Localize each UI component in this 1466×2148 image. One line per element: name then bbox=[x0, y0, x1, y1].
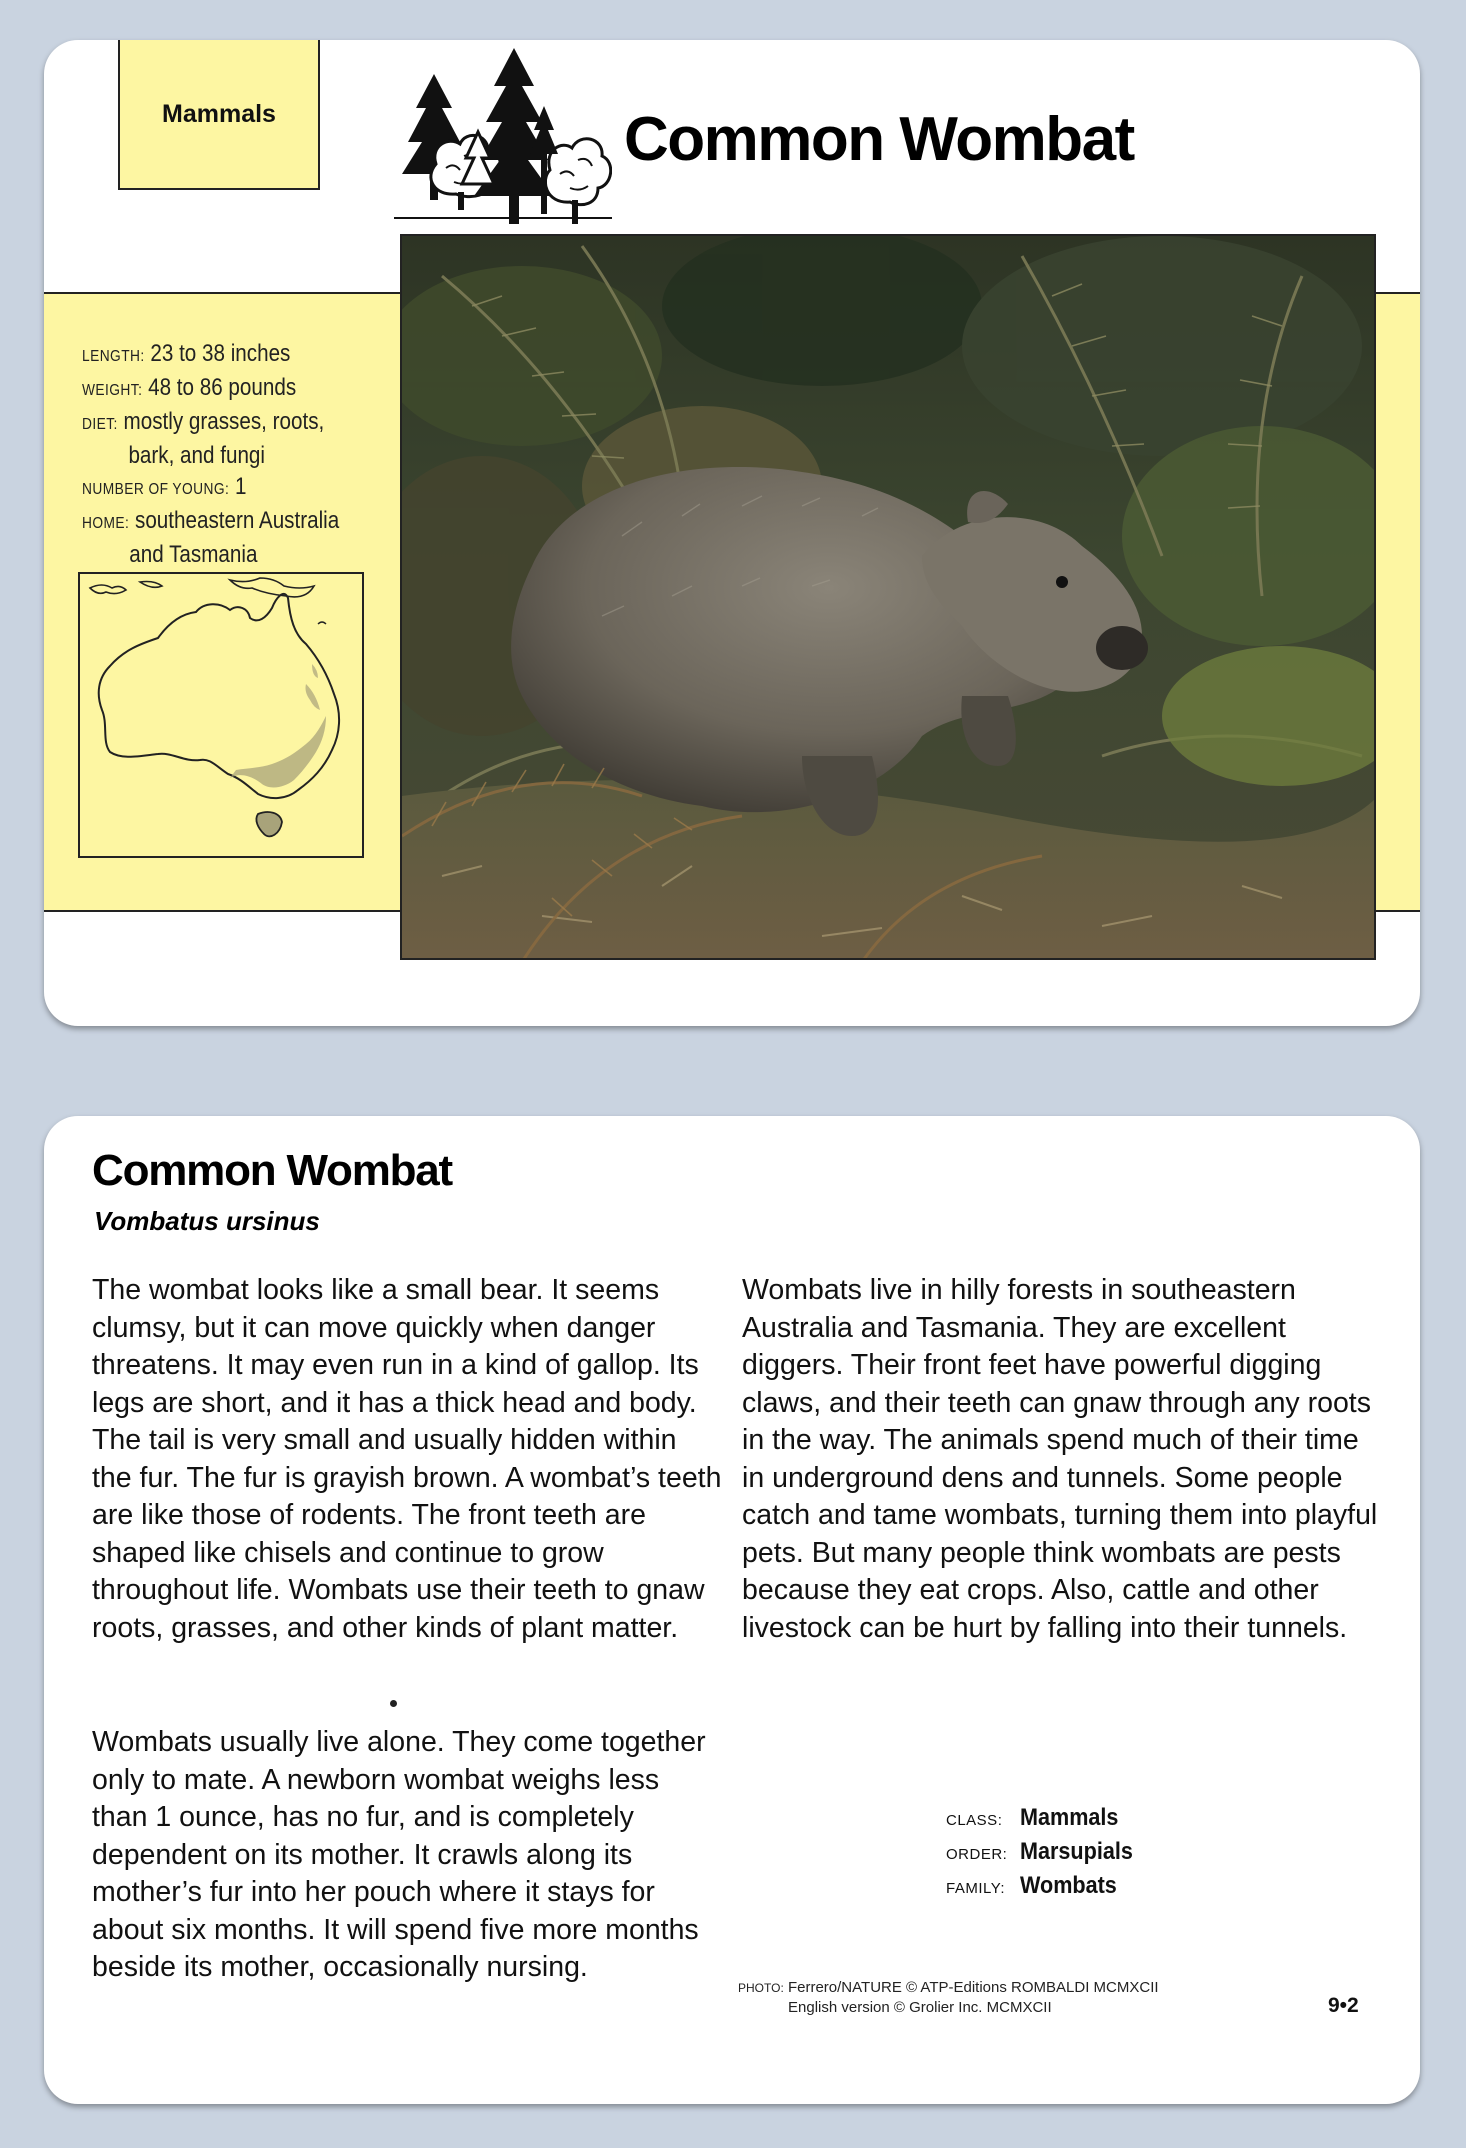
fact-young-value: 1 bbox=[235, 473, 247, 500]
wombat-photo bbox=[400, 234, 1376, 960]
taxonomy-class-label: CLASS: bbox=[946, 1812, 1003, 1829]
paragraph-habitat: Wombats live in hilly forests in southeastern Australia and Tasmania. They are excellent diggers. Their front feet have powerful digging claws, and their teeth can gnaw through any roots in the way. The animals spend much of their time in underground dens and tunnels. Some people catch and tame wombats, turning them into playful pets. But many people think wombats are pests because they eat crops. Also, cattle and other livestock can be hurt by falling into their tunnels. bbox=[742, 1274, 1378, 1644]
taxonomy-block bbox=[946, 1802, 1145, 1904]
card-back bbox=[44, 1116, 1420, 2104]
category-tab bbox=[118, 40, 320, 190]
taxonomy-family-value: Wombats bbox=[1020, 1872, 1117, 1899]
taxonomy-order bbox=[946, 1836, 1145, 1870]
fact-length bbox=[82, 338, 374, 372]
fact-diet-value-1: mostly grasses, roots, bbox=[123, 408, 325, 435]
fact-home-value-1: southeastern Australia bbox=[134, 507, 340, 534]
taxonomy-family bbox=[946, 1870, 1145, 1904]
fact-weight-label: WEIGHT: bbox=[82, 382, 143, 399]
fact-home bbox=[82, 505, 374, 539]
fact-home-cont: and Tasmania bbox=[129, 541, 258, 568]
forest-habitat-icon bbox=[394, 46, 612, 226]
credits-line-1 bbox=[738, 1978, 1159, 1998]
taxonomy-order-value: Marsupials bbox=[1020, 1838, 1133, 1865]
taxonomy-class-value: Mammals bbox=[1020, 1804, 1119, 1831]
fact-length-value: 23 to 38 inches bbox=[150, 340, 291, 367]
fact-weight bbox=[82, 372, 374, 406]
fact-list bbox=[82, 338, 374, 570]
paragraph-separator-dot bbox=[390, 1700, 397, 1707]
category-label: Mammals bbox=[162, 99, 276, 128]
fact-weight-value: 48 to 86 pounds bbox=[148, 374, 297, 401]
fact-length-label: LENGTH: bbox=[82, 348, 145, 365]
range-map bbox=[78, 572, 364, 858]
paragraph-description: The wombat looks like a small bear. It seems clumsy, but it can move quickly when danger threatens. It may even run in a kind of gallop. Its legs are short, and it has a thick head and body. The tail is very small and usually hidden within the fur. The fur is grayish brown. A wombat’s teeth are like those of rodents. The front teeth are shaped like chisels and continue to grow throughout life. Wombats use their teeth to gnaw roots, grasses, and other kinds of plant matter. bbox=[92, 1274, 722, 1644]
scientific-name: Vombatus ursinus bbox=[94, 1206, 320, 1236]
photo-credits bbox=[738, 1978, 1159, 2018]
paragraph-reproduction: Wombats usually live alone. They come together only to mate. A newborn wombat weighs less than 1 ounce, has no fur, and is completely dependent on its mother. It crawls along its mother’s fur into her pouch where it stays for about six months. It will spend five more months beside its mother, occasionally nursing. bbox=[92, 1726, 706, 1983]
fact-young-label: NUMBER OF YOUNG: bbox=[82, 481, 230, 498]
fact-home-label: HOME: bbox=[82, 515, 130, 532]
back-title: Common Wombat bbox=[92, 1146, 453, 1195]
australia-range-map bbox=[80, 574, 362, 856]
taxonomy-class bbox=[946, 1802, 1145, 1836]
taxonomy-family-label: FAMILY: bbox=[946, 1880, 1006, 1897]
credits-line-2: English version © Grolier Inc. MCMXCII bbox=[788, 1999, 1052, 2016]
fact-diet bbox=[82, 406, 374, 440]
front-title: Common Wombat bbox=[624, 105, 1134, 174]
fact-diet-cont: bark, and fungi bbox=[128, 442, 265, 469]
credits-text-1: Ferrero/NATURE © ATP-Editions ROMBALDI MCMXCII bbox=[787, 1979, 1159, 1996]
card-front bbox=[44, 40, 1420, 1026]
fact-diet-label: DIET: bbox=[82, 416, 118, 433]
fact-young bbox=[82, 471, 374, 505]
card-number: 9•2 bbox=[1328, 1994, 1359, 2017]
taxonomy-order-label: ORDER: bbox=[946, 1846, 1008, 1863]
photo-label: PHOTO: bbox=[738, 1981, 784, 1995]
